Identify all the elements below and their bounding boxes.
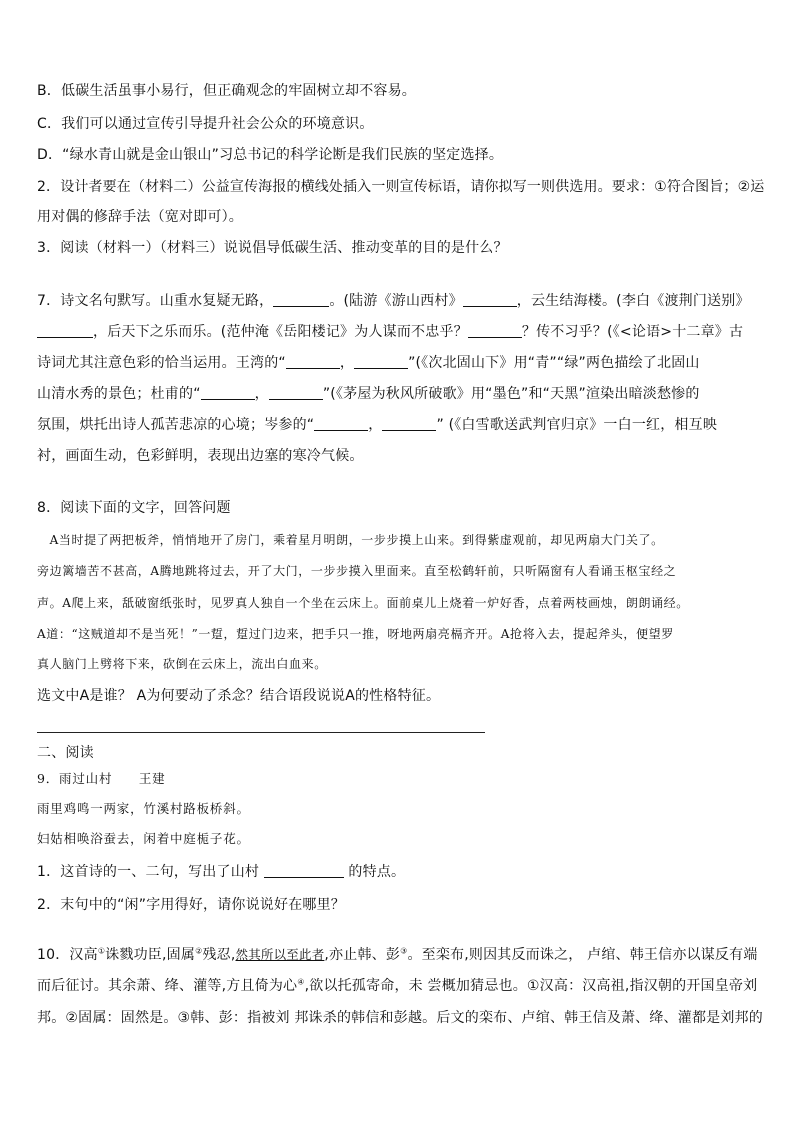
answer-blank[interactable] [314,416,368,431]
passage-line-4: A道：“这贼道却不是当死！”一踅，踅过门边来，把手只一推，呀地两扇亮槅齐开。A抢将入去，提起斧头，便望罗 [37,627,674,641]
q7-text: ，云生结海楼。(李白《渡荆门送别》 [516,293,750,309]
question-7-line-4 [37,384,700,404]
question-10-line-1 [37,945,758,965]
q7-text: ”(《茅屋为秋风所破歌》用“墨色”和“天黑”渲染出暗淡愁惨的 [322,386,700,402]
q9-text: 的特点。 [343,864,406,880]
section-heading: 二、阅读 [37,745,94,761]
answer-line[interactable] [37,732,485,733]
q10-text: 10．汉高 [37,947,98,963]
question-10-line-3: 邦。②固属：固然是。③韩、彭：指被刘 邦诛杀的韩信和彭越。后文的栾布、卢绾、韩王信及萧、绛、灌都是刘邦的 [37,1010,763,1026]
answer-blank[interactable] [273,292,329,307]
footnote-marker: ② [195,946,203,956]
option-d: D．“绿水青山就是金山银山”习总书记的科学论断是我们民族的坚定选择。 [37,147,504,163]
passage-line-1: A当时提了两把板斧，悄悄地开了房门，乘着星月明朗，一步步摸上山来。到得紫虚观前，却见两扇大门关了。 [37,533,664,547]
poem-line-2: 妇姑相唤浴蚕去，闲着中庭栀子花。 [37,831,250,846]
question-8-prompt: 选文中A是谁？ A为何要动了杀念？结合语段说说A的性格特征。 [37,688,441,704]
q10-text: 残忍, [202,947,236,963]
option-c: C．我们可以通过宣传引导提升社会公众的环境意识。 [37,116,374,132]
option-b: B．低碳生活虽事小易行，但正确观念的牢固树立却不容易。 [37,83,417,99]
q10-text: 。至栾布,则因其反而诛之， 卢绾、韩王信亦以谋反有端 [407,947,758,963]
answer-blank[interactable] [354,354,408,369]
question-10-line-2 [37,976,757,996]
footnote-marker: ④ [297,977,305,987]
answer-blank[interactable] [37,323,93,338]
passage-line-5: 真人脑门上劈将下来，砍倒在云床上，流出白血来。 [37,657,327,671]
q7-text: 7．诗文名句默写。山重水复疑无路， [37,293,274,309]
q7-text: 氛围，烘托出诗人孤苦悲凉的心境；岑参的“ [37,417,315,433]
q7-text: ， [339,355,355,371]
underlined-phrase: 然其所以至此者 [235,947,325,962]
answer-blank[interactable] [269,385,323,400]
q10-text: ,亦止韩、彭 [324,947,401,963]
answer-blank[interactable] [264,863,344,878]
question-7-line-1 [37,291,750,311]
poem-line-1: 雨里鸡鸣一两家，竹溪村路板桥斜。 [37,801,250,816]
q9-text: 1．这首诗的一、二句，写出了山村 [37,864,264,880]
answer-blank[interactable] [468,323,522,338]
passage-line-3: 声。A爬上来，舐破窗纸张时，见罗真人独自一个坐在云床上。面前桌儿上烧着一炉好香，点着两枝画烛，朗朗诵经。 [37,596,689,610]
q10-text: 而后征讨。其余萧、绛、灌等,方且倚为心 [37,978,298,994]
question-7-line-5 [37,415,717,435]
answer-blank[interactable] [201,385,255,400]
q10-text: 诛戮功臣,固属 [105,947,196,963]
question-9-2: 2．末句中的“闲”字用得好，请你说说好在哪里？ [37,897,346,913]
poem-title: 9．雨过山村 王建 [37,771,166,786]
question-8-heading: 8．阅读下面的文字，回答问题 [37,500,231,516]
q7-text: ， [254,386,269,402]
q7-text: 山清水秀的景色；杜甫的“ [37,386,201,402]
question-7-line-2 [37,322,743,342]
answer-blank[interactable] [463,292,517,307]
question-3: 3．阅读（材料一）（材料三）说说倡导低碳生活、推动变革的目的是什么？ [37,240,508,256]
passage-line-2: 旁边篱墙苦不甚高，A腾地跳将过去，开了大门，一步步摸入里面来。直至松鹤轩前，只听隔窗有人看诵玉枢宝经之 [37,564,677,578]
answer-blank[interactable] [286,354,340,369]
answer-blank[interactable] [382,416,436,431]
q7-text: ，后天下之乐而乐。(范仲淹《岳阳楼记》为人谋而不忠乎？ [93,324,468,340]
footnote-marker: ③ [400,946,408,956]
question-2-line-2: 用对偶的修辞手法（宽对即可）。 [37,209,243,225]
q7-text: ， [368,417,383,433]
question-2-line-1: 2．设计者要在（材料二）公益宣传海报的横线处插入一则宣传标语，请你拟写一则供选用。要求：①符合图旨；②运 [37,179,765,195]
question-7-line-6: 衬，画面生动，色彩鲜明，表现出边塞的寒冷气候。 [37,448,364,464]
q7-text: ”(《次北固山下》用“青”“绿”两色描绘了北固山 [408,355,700,371]
q7-text: ？传不习乎？(《<论语>十二章》古 [521,324,744,340]
q7-text: 。(陆游《游山西村》 [329,293,463,309]
question-9-1 [37,862,405,882]
q7-text: ” (《白雪歌送武判官归京》一白一红，相互映 [436,417,718,433]
footnote-marker: ① [97,946,106,956]
question-7-line-3 [37,353,700,373]
q7-text: 诗词尤其注意色彩的恰当运用。王湾的“ [37,355,286,371]
q10-text: ,欲以托孤寄命，未 尝概加猜忌也。①汉高：汉高祖,指汉朝的开国皇帝刘 [304,978,758,994]
